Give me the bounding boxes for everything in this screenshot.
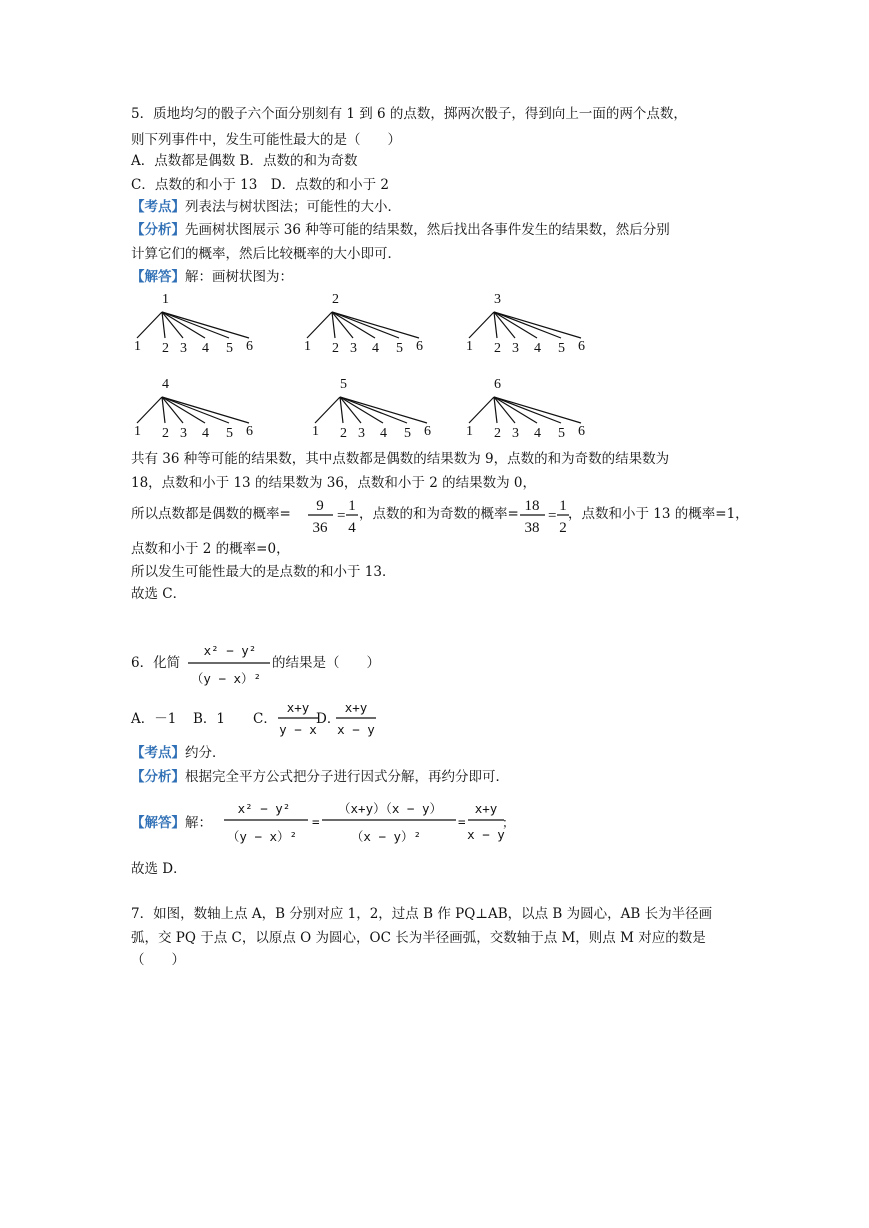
q6-option-b: B．1 (193, 711, 226, 727)
semicolon: ； (502, 815, 515, 830)
s2-denominator: （x − y）² (350, 829, 422, 844)
tree-leaf-label: 2 (340, 426, 347, 441)
eq2: = (548, 508, 557, 524)
q5-probability-d: 点数和小于 2 的概率=0， (131, 541, 290, 557)
tree-leaf-label: 1 (134, 424, 141, 439)
tree-leaf-label: 6 (416, 339, 423, 354)
tree-diagram-3 (460, 290, 590, 360)
s1-denominator: （y − x）² (226, 829, 298, 844)
jieda-text: 解： (185, 815, 212, 831)
q5-jieda (131, 268, 293, 286)
tree-branch (137, 312, 162, 338)
kaodian-text: 约分． (185, 745, 226, 761)
eq1: = (337, 508, 346, 524)
q6-option-d: D． (316, 711, 341, 727)
q6-jieda (131, 814, 212, 832)
tree-leaf-label: 6 (424, 424, 431, 439)
frac4-numerator: 1 (559, 498, 567, 514)
frac3-denominator: 38 (524, 520, 540, 536)
s1-numerator: x² − y² (237, 801, 291, 816)
q5-probability-a-label: 所以点数都是偶数的概率= (131, 506, 291, 522)
tree-leaf-label: 5 (226, 426, 233, 441)
fenxi-tag: 【分析】 (131, 769, 185, 785)
tree-leaf-label: 2 (162, 341, 169, 356)
q5-fenxi (131, 221, 670, 239)
tree-branch (162, 312, 249, 338)
tree-leaf-label: 5 (558, 426, 565, 441)
frac2-numerator: 1 (348, 498, 356, 514)
q7-line2: 弧，交 PQ 于点 C，以原点 O 为圆心，OC 长为半径画弧，交数轴于点 M，则点 M 对应的数是 (131, 930, 706, 946)
tree-leaf-label: 5 (226, 341, 233, 356)
tree-diagram-6 (460, 375, 590, 445)
q6-fenxi (131, 768, 509, 786)
tree-branch (162, 397, 249, 423)
tree-branch (340, 397, 383, 423)
tree-branch (469, 397, 494, 423)
tree-leaf-label: 4 (380, 426, 387, 441)
q6-solution-equation (222, 793, 515, 849)
tree-root-label: 3 (494, 292, 501, 307)
tree-leaf-label: 6 (246, 339, 253, 354)
tree-leaf-label: 2 (162, 426, 169, 441)
tree-leaf-label: 3 (180, 341, 187, 356)
tree-leaf-label: 3 (512, 341, 519, 356)
tree-leaf-label: 4 (534, 426, 541, 441)
q6-stem-numerator: x² − y² (203, 643, 257, 658)
q5-probability-c-label: ，点数和小于 13 的概率=1， (568, 506, 749, 522)
tree-leaf-label: 4 (372, 341, 379, 356)
s3-numerator: x+y (474, 801, 498, 816)
kaodian-tag: 【考点】 (131, 745, 185, 761)
q6-stem-denominator: （y − x）² (190, 671, 262, 686)
frac2-denominator: 4 (348, 520, 356, 536)
jieda-text: 解：画树状图为： (185, 269, 293, 285)
tree-diagram-5 (306, 375, 436, 445)
tree-root-label: 5 (340, 377, 347, 392)
jieda-tag: 【解答】 (131, 269, 185, 285)
tree-leaf-label: 1 (466, 424, 473, 439)
q5-stem-line2: 则下列事件中，发生可能性最大的是（ ） (131, 132, 401, 148)
jieda-tag: 【解答】 (131, 815, 185, 831)
tree-branch (494, 312, 537, 338)
tree-leaf-label: 1 (304, 339, 311, 354)
tree-branch (494, 397, 581, 423)
tree-root-label: 1 (162, 292, 169, 307)
kaodian-text: 列表法与树状图法；可能性的大小． (185, 199, 401, 215)
tree-leaf-label: 1 (312, 424, 319, 439)
tree-branch (332, 312, 375, 338)
tree-leaf-label: 5 (404, 426, 411, 441)
q7-line1: 7．如图，数轴上点 A，B 分别对应 1，2，过点 B 作 PQ⊥AB，以点 B 为圆心，AB 长为半径画 (131, 906, 713, 922)
q6-stem-post: 的结果是（ ） (272, 655, 380, 671)
tree-leaf-label: 4 (202, 426, 209, 441)
tree-leaf-label: 4 (534, 341, 541, 356)
q5-options-ab: A．点数都是偶数 B．点数的和为奇数 (131, 153, 358, 169)
tree-root-label: 2 (332, 292, 339, 307)
tree-leaf-label: 3 (512, 426, 519, 441)
tree-branch (494, 397, 537, 423)
tree-leaf-label: 4 (202, 341, 209, 356)
tree-leaf-label: 1 (134, 339, 141, 354)
optd-denominator: x − y (337, 722, 375, 737)
tree-leaf-label: 1 (466, 339, 473, 354)
tree-branch (332, 312, 419, 338)
tree-branch (469, 312, 494, 338)
s3-denominator: x − y (467, 827, 505, 842)
frac3-numerator: 18 (524, 498, 540, 514)
tree-diagram-1 (128, 290, 258, 360)
tree-root-label: 4 (162, 377, 169, 392)
optc-numerator: x+y (286, 700, 310, 715)
q5-kaodian (131, 198, 401, 216)
q5-probability-b-label: ，点数的和为奇数的概率= (359, 506, 519, 522)
q5-result-line1: 共有 36 种等可能的结果数，其中点数都是偶数的结果数为 9，点数的和为奇数的结果数为 (131, 451, 670, 467)
optc-denominator: y − x (279, 722, 317, 737)
q5-fenxi-line2: 计算它们的概率，然后比较概率的大小即可． (131, 246, 401, 262)
tree-diagram-2 (298, 290, 428, 360)
tree-branch (315, 397, 340, 423)
tree-leaf-label: 2 (332, 341, 339, 356)
fenxi-text: 根据完全平方公式把分子进行因式分解，再约分即可． (185, 769, 509, 785)
tree-leaf-label: 3 (358, 426, 365, 441)
tree-branch (137, 397, 162, 423)
tree-leaf-label: 6 (578, 424, 585, 439)
q5-conclusion: 所以发生可能性最大的是点数的和小于 13． (131, 564, 396, 580)
tree-root-label: 6 (494, 377, 501, 392)
fenxi-tag: 【分析】 (131, 222, 185, 238)
s2-numerator: （x+y）（x − y） (338, 801, 442, 816)
q6-choice: 故选 D． (131, 861, 187, 877)
frac1-denominator: 36 (312, 520, 328, 536)
q6-option-a: A．－1 (131, 711, 177, 727)
tree-leaf-label: 5 (396, 341, 403, 356)
optd-numerator: x+y (344, 700, 368, 715)
tree-leaf-label: 6 (246, 424, 253, 439)
eq-a: = (312, 814, 320, 829)
tree-branch (162, 397, 205, 423)
q6-option-c-fraction (276, 698, 320, 740)
tree-leaf-label: 2 (494, 341, 501, 356)
tree-diagram-4 (128, 375, 258, 445)
kaodian-tag: 【考点】 (131, 199, 185, 215)
tree-branch (162, 312, 205, 338)
fenxi-text: 先画树状图展示 36 种等可能的结果数，然后找出各事件发生的结果数，然后分别 (185, 222, 670, 238)
tree-leaf-label: 3 (180, 426, 187, 441)
tree-leaf-label: 3 (350, 341, 357, 356)
tree-branch (494, 312, 581, 338)
q6-option-c: C． (253, 711, 277, 727)
q5-stem-line1: 5．质地均匀的骰子六个面分别刻有 1 到 6 的点数，掷两次骰子，得到向上一面的两个点数， (131, 106, 687, 122)
tree-branch (307, 312, 332, 338)
q7-line3: （ ） (131, 952, 185, 968)
q6-kaodian (131, 744, 226, 762)
q6-stem-fraction (186, 637, 274, 689)
q6-option-d-fraction (334, 698, 382, 740)
frac1-numerator: 9 (316, 498, 324, 514)
q6-stem-pre: 6．化简 (131, 655, 181, 671)
q5-choice: 故选 C． (131, 586, 187, 602)
tree-leaf-label: 6 (578, 339, 585, 354)
q5-options-cd: C．点数的和小于 13 D．点数的和小于 2 (131, 177, 390, 193)
eq-b: = (458, 814, 466, 829)
q5-result-line2: 18，点数和小于 13 的结果数为 36，点数和小于 2 的结果数为 0， (131, 475, 536, 491)
tree-leaf-label: 2 (494, 426, 501, 441)
frac4-denominator: 2 (559, 520, 567, 536)
tree-leaf-label: 5 (558, 341, 565, 356)
tree-branch (340, 397, 427, 423)
